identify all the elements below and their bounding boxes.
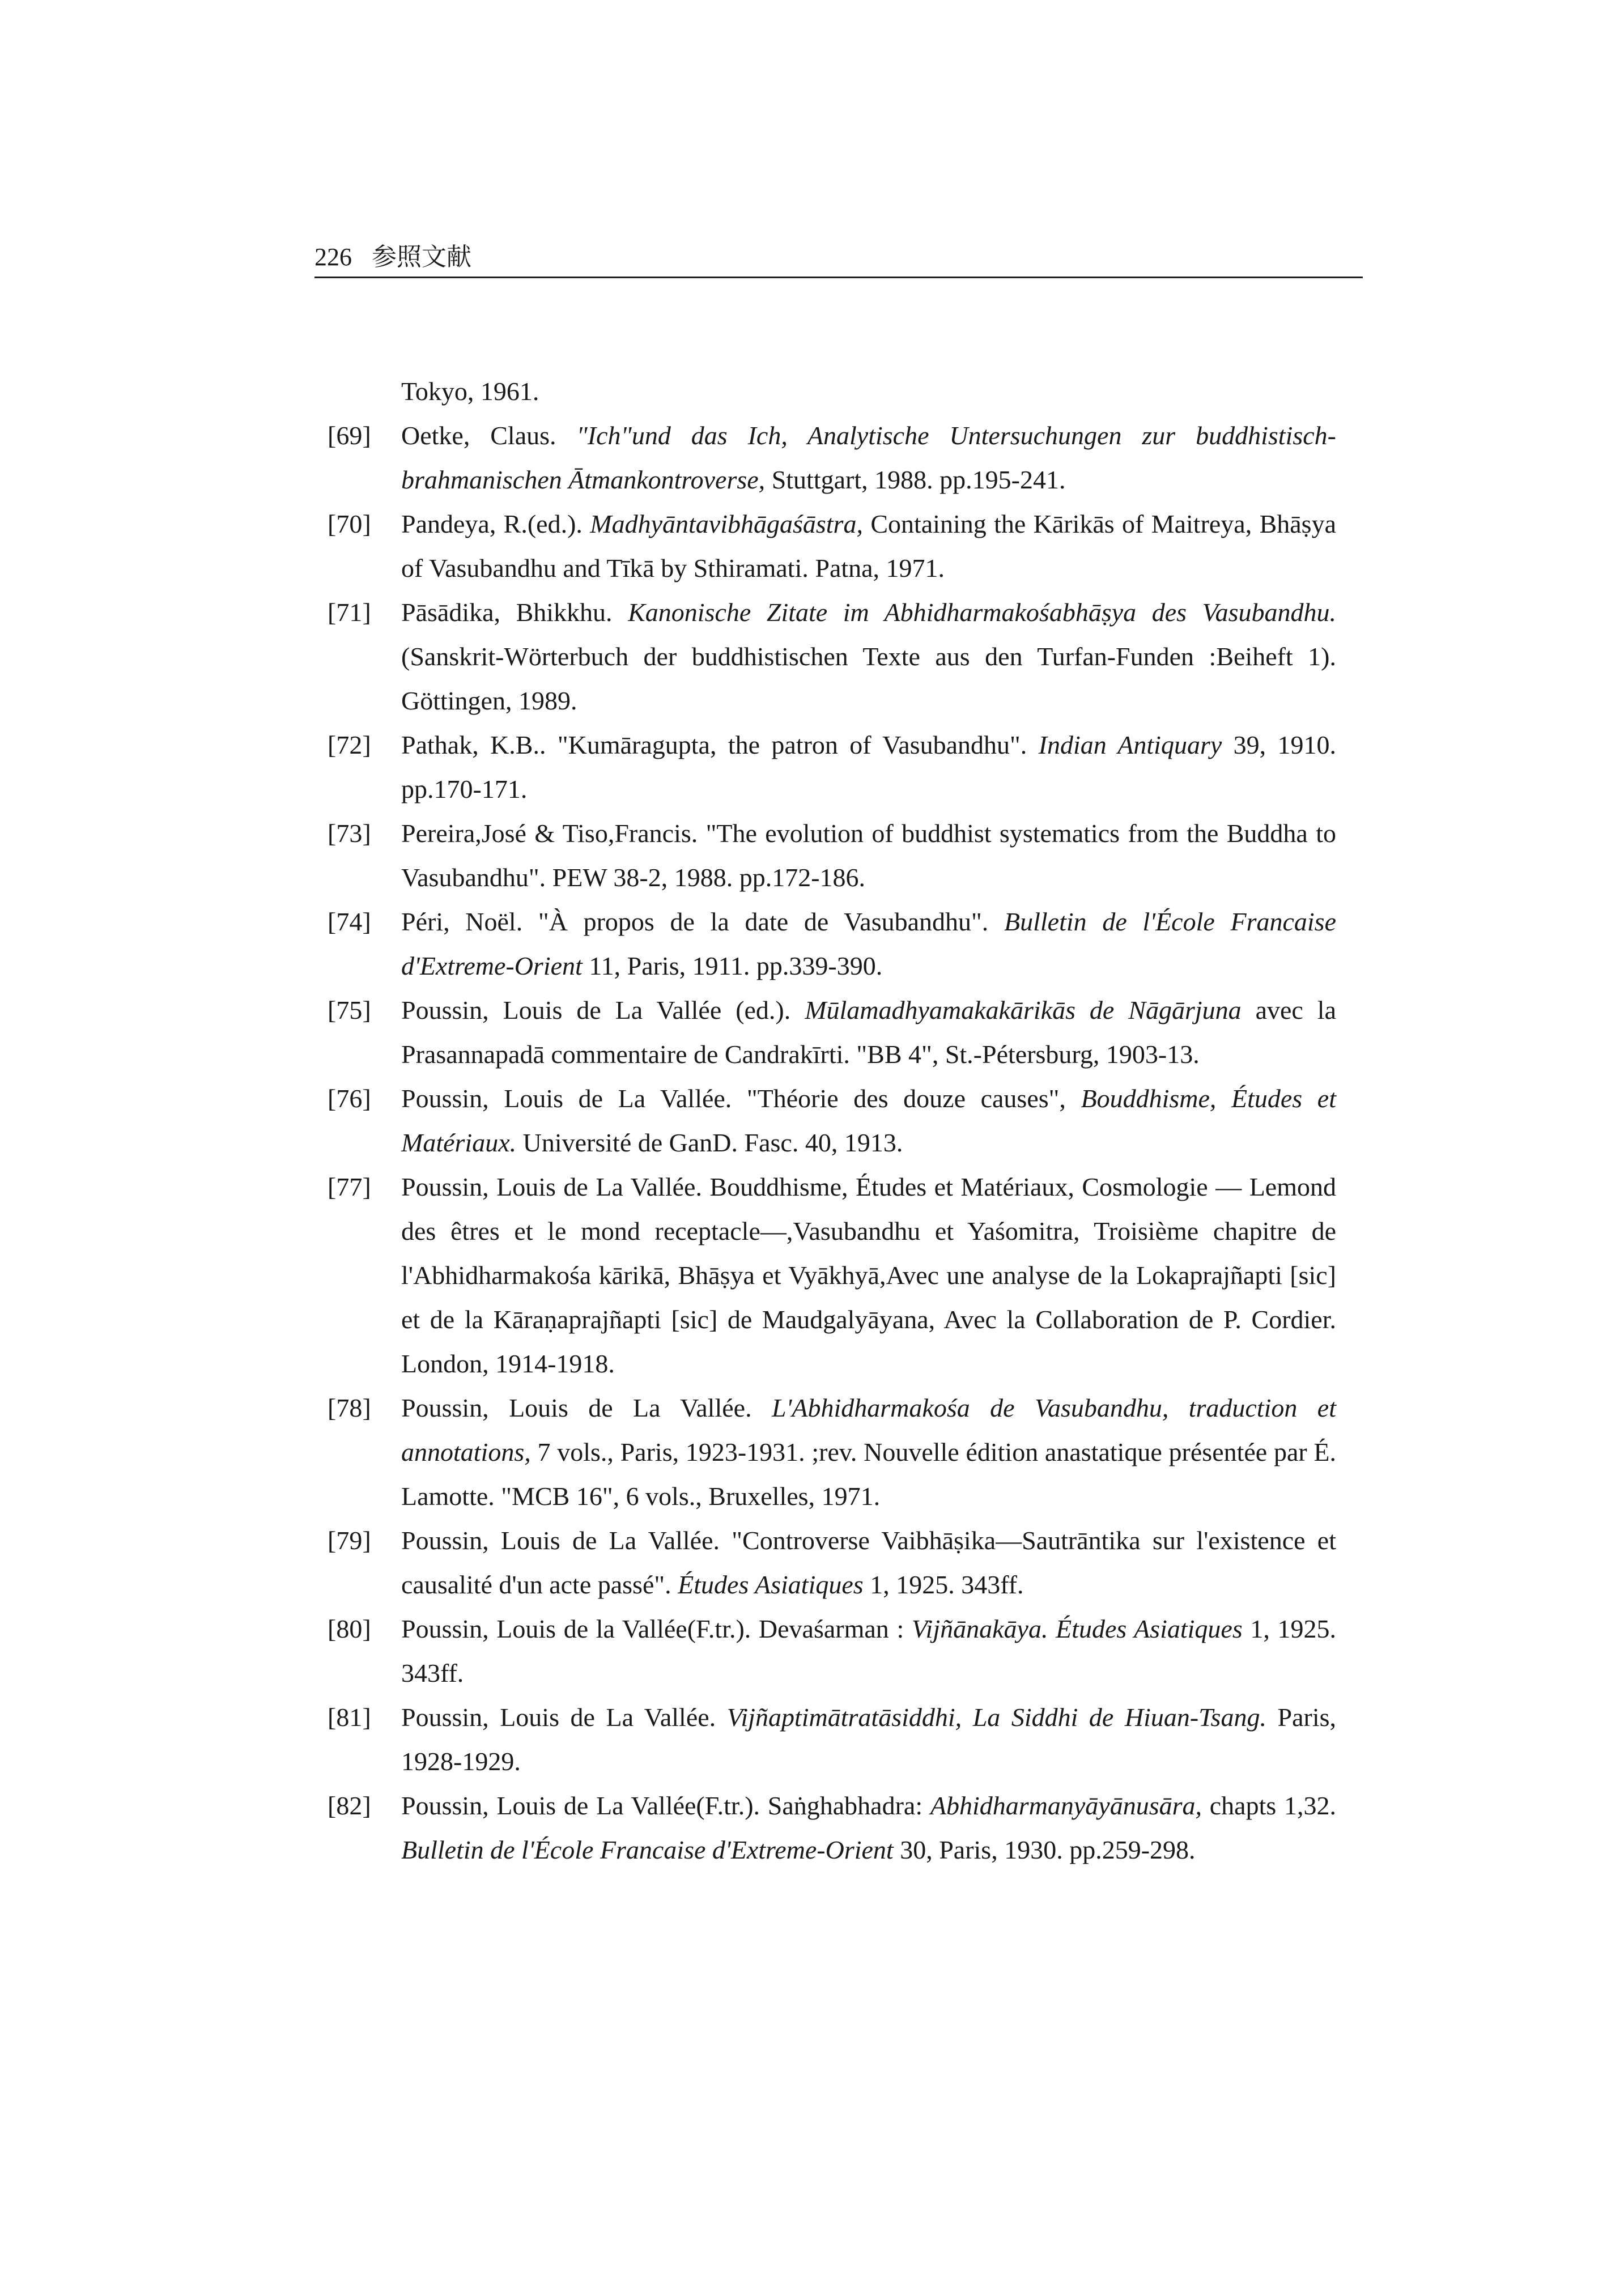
reference-text [401, 509, 1336, 582]
reference-title-italic: Vijñaptimātratāsiddhi, La Siddhi de Hiuan-Tsang. [726, 1703, 1266, 1732]
reference-text-segment: Péri, Noël. "À propos de la date de Vasubandhu". [401, 907, 1004, 936]
continued-reference-line: Tokyo, 1961. [401, 377, 539, 406]
reference-title-italic: L'Abhidharmakośa de Vasubandhu, traduction et annotations, [401, 1393, 1336, 1466]
reference-text [401, 996, 1336, 1069]
reference-entry [328, 900, 1336, 988]
reference-text-segment: 1, 1925. 343ff. [401, 1614, 1336, 1687]
reference-title-italic: Abhidharmanyāyānusāra, [930, 1791, 1202, 1820]
reference-text-segment: Université de GanD. Fasc. 40, 1913. [516, 1128, 903, 1157]
reference-text-segment: Poussin, Louis de La Vallée (ed.). [401, 996, 805, 1024]
reference-text-segment: 11, Paris, 1911. pp.339-390. [582, 951, 883, 980]
reference-text-segment: Pandeya, R.(ed.). [401, 509, 590, 538]
reference-number: [81] [328, 1703, 371, 1732]
reference-number: [73] [328, 819, 371, 848]
section-title: 参照文献 [372, 243, 471, 271]
reference-text-segment: Pathak, K.B.. "Kumāragupta, the patron of Vasubandhu". [401, 730, 1039, 759]
reference-title-italic: Bouddhisme, Études et Matériaux. [401, 1084, 1336, 1157]
reference-text-segment: 1, 1925. 343ff. [863, 1570, 1024, 1599]
reference-text-segment: chapts 1,32. [1202, 1791, 1336, 1820]
reference-entry [328, 988, 1336, 1077]
reference-text-segment: 7 vols., Paris, 1923-1931. ;rev. Nouvelle édition anastatique présentée par É. Lamotte. "MCB 16", 6 vols., Bruxelles, 1971. [401, 1438, 1336, 1511]
reference-text-segment: Stuttgart, 1988. pp.195-241. [765, 465, 1066, 494]
reference-text [401, 1084, 1336, 1157]
reference-text-segment: Containing the Kārikās of Maitreya, Bhāṣya of Vasubandhu and Tīkā by Sthiramati. Patna, 1971. [401, 509, 1336, 582]
reference-text-segment: Poussin, Louis de La Vallée. [401, 1703, 727, 1732]
reference-title-italic: Indian Antiquary [1038, 730, 1222, 759]
reference-entries [328, 414, 1336, 1872]
reference-number: [69] [328, 421, 371, 450]
reference-title-italic: Madhyāntavibhāgaśāstra, [590, 509, 863, 538]
reference-entry [328, 502, 1336, 590]
reference-text [401, 421, 1336, 494]
reference-entry [328, 414, 1336, 502]
reference-text [401, 730, 1336, 803]
reference-number: [78] [328, 1393, 371, 1422]
reference-text [401, 1791, 1336, 1864]
reference-text [401, 907, 1336, 980]
reference-text-segment: Poussin, Louis de La Vallée. [401, 1393, 772, 1422]
page-header [314, 238, 1363, 278]
reference-text [401, 1614, 1336, 1687]
reference-number: [70] [328, 509, 371, 538]
reference-entry [328, 723, 1336, 811]
reference-entry [328, 811, 1336, 900]
reference-text-segment: 39, 1910. pp.170-171. [401, 730, 1337, 803]
reference-text [401, 1172, 1336, 1378]
reference-text-segment: Pereira,José & Tiso,Francis. "The evolution of buddhist systematics from the Buddha to Vasubandhu". PEW 38-2, 1988. pp.172-186. [401, 819, 1336, 892]
reference-title-italic: Bulletin de l'École Francaise d'Extreme-Orient [401, 907, 1337, 980]
reference-entry [328, 1607, 1336, 1695]
reference-list [328, 369, 1336, 1872]
reference-text-segment: Poussin, Louis de La Vallée(F.tr.). Saṅghabhadra: [401, 1791, 930, 1820]
reference-text [401, 1526, 1336, 1599]
reference-entry [328, 1165, 1336, 1386]
reference-text-segment: 30, Paris, 1930. pp.259-298. [893, 1835, 1196, 1864]
reference-text-segment: Oetke, Claus. [401, 421, 577, 450]
reference-entry [328, 1386, 1336, 1519]
reference-text-segment: Poussin, Louis de La Vallée. "Théorie des douze causes", [401, 1084, 1081, 1113]
reference-title-italic: "Ich"und das Ich, Analytische Untersuchungen zur buddhistisch-brahmanischen Ātmankontroverse, [401, 421, 1336, 494]
reference-entry [328, 590, 1336, 723]
reference-number: [72] [328, 730, 371, 759]
reference-text-segment: Paris, 1928-1929. [401, 1703, 1337, 1776]
reference-entry [328, 1077, 1336, 1165]
reference-title-italic: Vijñānakāya. Études Asiatiques [911, 1614, 1243, 1643]
reference-text [401, 819, 1336, 892]
page-number: 226 [314, 243, 352, 271]
reference-number: [75] [328, 996, 371, 1024]
reference-title-italic: Études Asiatiques [678, 1570, 864, 1599]
reference-text-segment: Poussin, Louis de La Vallée. "Controverse Vaibhāṣika—Sautrāntika sur l'existence et causalité d'un acte passé". [401, 1526, 1336, 1599]
reference-number: [80] [328, 1614, 371, 1643]
reference-title-italic: Bulletin de l'École Francaise d'Extreme-Orient [401, 1835, 894, 1864]
reference-entry [328, 1519, 1336, 1607]
reference-text-segment: (Sanskrit-Wörterbuch der buddhistischen Texte aus den Turfan-Funden :Beiheft 1). Göttingen, 1989. [401, 642, 1336, 715]
reference-number: [71] [328, 598, 371, 627]
reference-entry [328, 1784, 1336, 1872]
reference-title-italic: Mūlamadhyamakakārikās de Nāgārjuna [805, 996, 1242, 1024]
reference-number: [76] [328, 1084, 371, 1113]
reference-text-segment: Poussin, Louis de la Vallée(F.tr.). Devaśarman : [401, 1614, 912, 1643]
reference-text [401, 1393, 1336, 1511]
reference-text [401, 598, 1336, 715]
reference-text [401, 1703, 1336, 1776]
reference-title-italic: Kanonische Zitate im Abhidharmakośabhāṣya des Vasubandhu. [628, 598, 1336, 627]
reference-number: [82] [328, 1791, 371, 1820]
reference-entry [328, 1695, 1336, 1784]
reference-text-segment: avec la Prasannapadā commentaire de Candrakīrti. "BB 4", St.-Pétersburg, 1903-13. [401, 996, 1336, 1069]
reference-number: [77] [328, 1172, 371, 1201]
reference-text-segment: Pāsādika, Bhikkhu. [401, 598, 628, 627]
reference-text-segment: Poussin, Louis de La Vallée. Bouddhisme, Études et Matériaux, Cosmologie — Lemond des êtres et le mond receptacle—,Vasubandhu et Yaśomitra, Troisième chapitre de l'Abhidharmakośa kārikā, Bhāṣya et Vyākhyā,Avec une analyse de la Lokaprajñapti [sic] et de la Kāraṇaprajñapti [sic] de Maudgalyāyana, Avec la Collaboration de P. Cordier. London, 1914-1918. [401, 1172, 1336, 1378]
reference-number: [79] [328, 1526, 371, 1555]
reference-number: [74] [328, 907, 371, 936]
